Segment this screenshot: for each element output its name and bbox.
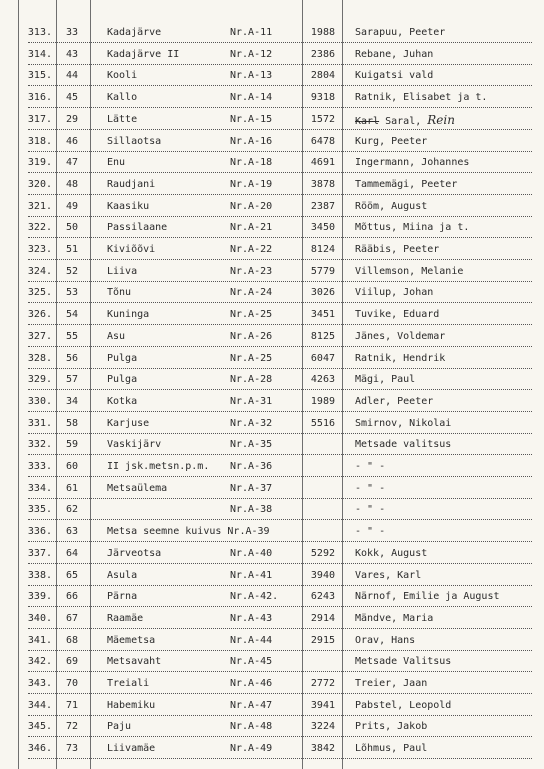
owner-name: Sarapuu, Peeter bbox=[355, 27, 446, 38]
register-number: Nr.A-21 bbox=[230, 222, 273, 234]
reference-number: 49 bbox=[65, 200, 79, 212]
entry-number: 331. bbox=[27, 417, 52, 429]
property-code: 1572 bbox=[310, 113, 335, 125]
entry-number: 324. bbox=[27, 265, 52, 277]
entry-number: 334. bbox=[27, 482, 52, 494]
ledger-row bbox=[0, 413, 544, 435]
ledger-row bbox=[0, 22, 544, 44]
ledger-row bbox=[0, 543, 544, 565]
farm-name: Passilaane bbox=[107, 222, 168, 234]
reference-number: 45 bbox=[65, 92, 79, 104]
reference-number: 62 bbox=[65, 504, 79, 516]
farm-name: Raudjani bbox=[107, 178, 156, 190]
property-code: 6243 bbox=[310, 591, 335, 603]
owner-name: Jänes, Voldemar bbox=[355, 330, 446, 342]
owner-name: Närnof, Emilie ja August bbox=[355, 591, 500, 603]
entry-number: 332. bbox=[27, 439, 52, 451]
register-number: Nr.A-45 bbox=[230, 656, 273, 668]
owner-name: - " - bbox=[355, 526, 386, 538]
reference-number: 58 bbox=[65, 417, 79, 429]
ledger-row bbox=[0, 87, 544, 109]
reference-number: 54 bbox=[65, 309, 79, 321]
property-code: 5292 bbox=[310, 547, 335, 559]
property-code: 3940 bbox=[310, 569, 335, 581]
farm-name: Asu bbox=[107, 330, 126, 342]
entry-number: 345. bbox=[27, 721, 52, 733]
entry-number: 316. bbox=[27, 92, 52, 104]
ledger-row bbox=[0, 174, 544, 196]
ledger-row bbox=[0, 131, 544, 153]
owner-surname: Saral, bbox=[385, 115, 422, 127]
reference-number: 65 bbox=[65, 569, 79, 581]
struck-owner-name: Karl bbox=[355, 115, 380, 127]
property-code: 3450 bbox=[310, 222, 335, 234]
reference-number: 61 bbox=[65, 482, 79, 494]
farm-name: Vaskijärv bbox=[107, 439, 162, 451]
entry-number: 335. bbox=[27, 504, 52, 516]
register-number: Nr.A-36 bbox=[230, 461, 273, 472]
owner-name: Pabstel, Leopold bbox=[355, 699, 452, 711]
register-number: Nr.A-38 bbox=[230, 504, 273, 516]
property-code: 3878 bbox=[310, 178, 335, 190]
reference-number: 53 bbox=[65, 287, 79, 299]
entry-number: 328. bbox=[27, 352, 52, 364]
ledger-row bbox=[0, 738, 544, 760]
entry-number: 329. bbox=[27, 374, 52, 386]
farm-name: Tõnu bbox=[107, 287, 132, 299]
reference-number: 60 bbox=[65, 461, 79, 472]
ledger-row bbox=[0, 586, 544, 608]
register-number: Nr.A-22 bbox=[230, 244, 273, 255]
entry-number: 315. bbox=[27, 70, 52, 82]
property-code: 3224 bbox=[310, 721, 335, 733]
register-number: Nr.A-42. bbox=[230, 591, 279, 603]
register-number: Nr.A-43 bbox=[230, 612, 273, 624]
register-number: Nr.A-25 bbox=[230, 352, 273, 364]
entry-number: 314. bbox=[27, 48, 52, 60]
reference-number: 48 bbox=[65, 178, 79, 190]
owner-name: Mägi, Paul bbox=[355, 374, 416, 386]
owner-name: - " - bbox=[355, 482, 386, 494]
farm-name: Enu bbox=[107, 157, 126, 169]
property-code: 2804 bbox=[310, 70, 335, 82]
entry-number: 319. bbox=[27, 157, 52, 169]
ledger-row bbox=[0, 109, 544, 131]
reference-number: 43 bbox=[65, 48, 79, 60]
farm-name: Paju bbox=[107, 721, 132, 733]
owner-name: Rebane, Juhan bbox=[355, 48, 434, 60]
ledger-row bbox=[0, 478, 544, 500]
reference-number: 50 bbox=[65, 222, 79, 234]
register-number: Nr.A-28 bbox=[230, 374, 273, 386]
ledger-row bbox=[0, 434, 544, 456]
reference-number: 57 bbox=[65, 374, 79, 386]
reference-number: 70 bbox=[65, 678, 79, 689]
reference-number: 55 bbox=[65, 330, 79, 342]
register-number: Nr.A-35 bbox=[230, 439, 273, 451]
owner-name: - " - bbox=[355, 461, 386, 472]
ledger-row bbox=[0, 565, 544, 587]
farm-name: Mäemetsa bbox=[107, 634, 156, 646]
register-number: Nr.A-20 bbox=[230, 200, 273, 212]
owner-name: Tammemägi, Peeter bbox=[355, 178, 458, 190]
ledger-row bbox=[0, 304, 544, 326]
register-number: Nr.A-24 bbox=[230, 287, 273, 299]
register-number: Nr.A-11 bbox=[230, 27, 273, 38]
register-number: Nr.A-31 bbox=[230, 395, 273, 407]
property-code: 3451 bbox=[310, 309, 335, 321]
property-code: 2772 bbox=[310, 678, 335, 689]
register-number: Nr.A-46 bbox=[230, 678, 273, 689]
owner-name: Treier, Jaan bbox=[355, 678, 428, 689]
farm-name: Asula bbox=[107, 569, 138, 581]
register-number: Nr.A-44 bbox=[230, 634, 273, 646]
entry-number: 341. bbox=[27, 634, 52, 646]
property-code: 2386 bbox=[310, 48, 335, 60]
entry-number: 344. bbox=[27, 699, 52, 711]
farm-name: Pärna bbox=[107, 591, 138, 603]
owner-name: - " - bbox=[355, 504, 386, 516]
row-underline bbox=[28, 758, 532, 759]
farm-name: Liivamäe bbox=[107, 743, 156, 755]
owner-name: Prits, Jakob bbox=[355, 721, 428, 733]
ledger-row bbox=[0, 673, 544, 695]
ledger-row bbox=[0, 499, 544, 521]
entry-number: 326. bbox=[27, 309, 52, 321]
farm-name: Kadajärve bbox=[107, 27, 162, 38]
farm-name: Liiva bbox=[107, 265, 138, 277]
owner-name: Rööm, August bbox=[355, 200, 428, 212]
owner-name: Smirnov, Nikolai bbox=[355, 417, 452, 429]
ledger-row bbox=[0, 348, 544, 370]
entry-number: 327. bbox=[27, 330, 52, 342]
register-number: Nr.A-49 bbox=[230, 743, 273, 755]
property-code: 1989 bbox=[310, 395, 335, 407]
ledger-row bbox=[0, 239, 544, 261]
entry-number: 339. bbox=[27, 591, 52, 603]
farm-name: Karjuse bbox=[107, 417, 150, 429]
register-number: Nr.A-23 bbox=[230, 265, 273, 277]
register-number: Nr.A-18 bbox=[230, 157, 273, 169]
owner-name: Metsade Valitsus bbox=[355, 656, 452, 668]
owner-name bbox=[355, 114, 455, 128]
property-code: 8125 bbox=[310, 330, 335, 342]
property-code: 8124 bbox=[310, 244, 335, 255]
property-code: 1988 bbox=[310, 27, 335, 38]
owner-name: Tuvike, Eduard bbox=[355, 309, 440, 321]
reference-number: 52 bbox=[65, 265, 79, 277]
reference-number: 67 bbox=[65, 612, 79, 624]
entry-number: 313. bbox=[27, 27, 52, 38]
farm-name: Lätte bbox=[107, 113, 138, 125]
register-number: Nr.A-13 bbox=[230, 70, 273, 82]
reference-number: 29 bbox=[65, 113, 79, 125]
reference-number: 44 bbox=[65, 70, 79, 82]
farm-name: II jsk.metsn.p.m. bbox=[107, 461, 210, 472]
farm-name: Kallo bbox=[107, 92, 138, 104]
farm-name: Sillaotsa bbox=[107, 135, 162, 147]
owner-name: Villemson, Melanie bbox=[355, 265, 464, 277]
farm-name: Raamäe bbox=[107, 612, 144, 624]
farm-name: Metsa seemne kuivus Nr.A-39 bbox=[107, 526, 270, 538]
owner-name: Kokk, August bbox=[355, 547, 428, 559]
farm-name: Kaasiku bbox=[107, 200, 150, 212]
ledger-row bbox=[0, 326, 544, 348]
property-code: 3026 bbox=[310, 287, 335, 299]
property-code: 6047 bbox=[310, 352, 335, 364]
ledger-row bbox=[0, 651, 544, 673]
property-code: 3941 bbox=[310, 699, 335, 711]
entry-number: 323. bbox=[27, 244, 52, 255]
entry-number: 322. bbox=[27, 222, 52, 234]
reference-number: 73 bbox=[65, 743, 79, 755]
register-number: Nr.A-48 bbox=[230, 721, 273, 733]
owner-name: Kurg, Peeter bbox=[355, 135, 428, 147]
reference-number: 64 bbox=[65, 547, 79, 559]
farm-name: Järveotsa bbox=[107, 547, 162, 559]
ledger-row bbox=[0, 391, 544, 413]
register-number: Nr.A-37 bbox=[230, 482, 273, 494]
ledger-row bbox=[0, 217, 544, 239]
property-code: 3842 bbox=[310, 743, 335, 755]
property-code: 4691 bbox=[310, 157, 335, 169]
entry-number: 340. bbox=[27, 612, 52, 624]
owner-name: Kuigatsi vald bbox=[355, 70, 434, 82]
ledger-row bbox=[0, 65, 544, 87]
farm-name: Kuninga bbox=[107, 309, 150, 321]
entry-number: 318. bbox=[27, 135, 52, 147]
owner-name: Orav, Hans bbox=[355, 634, 416, 646]
property-code: 5779 bbox=[310, 265, 335, 277]
ledger-row bbox=[0, 456, 544, 478]
owner-name: Adler, Peeter bbox=[355, 395, 434, 407]
property-code: 6478 bbox=[310, 135, 335, 147]
owner-name: Vares, Karl bbox=[355, 569, 422, 581]
ledger-row bbox=[0, 369, 544, 391]
entry-number: 333. bbox=[27, 461, 52, 472]
reference-number: 47 bbox=[65, 157, 79, 169]
farm-name: Kiviõõvi bbox=[107, 244, 156, 255]
register-number: Nr.A-12 bbox=[230, 48, 273, 60]
owner-name: Ratnik, Hendrik bbox=[355, 352, 446, 364]
ledger-row bbox=[0, 261, 544, 283]
register-number: Nr.A-15 bbox=[230, 113, 273, 125]
reference-number: 66 bbox=[65, 591, 79, 603]
reference-number: 59 bbox=[65, 439, 79, 451]
entry-number: 325. bbox=[27, 287, 52, 299]
property-code: 4263 bbox=[310, 374, 335, 386]
farm-name: Pulga bbox=[107, 352, 138, 364]
register-number: Nr.A-25 bbox=[230, 309, 273, 321]
entry-number: 346. bbox=[27, 743, 52, 755]
entry-number: 342. bbox=[27, 656, 52, 668]
property-code: 2387 bbox=[310, 200, 335, 212]
entry-number: 321. bbox=[27, 200, 52, 212]
owner-name: Ratnik, Elisabet ja t. bbox=[355, 92, 488, 104]
register-number: Nr.A-19 bbox=[230, 178, 273, 190]
farm-name: Pulga bbox=[107, 374, 138, 386]
reference-number: 33 bbox=[65, 27, 79, 38]
reference-number: 56 bbox=[65, 352, 79, 364]
property-code: 2914 bbox=[310, 612, 335, 624]
owner-name: Mõttus, Miina ja t. bbox=[355, 222, 470, 234]
ledger-row bbox=[0, 521, 544, 543]
farm-name: Metsavaht bbox=[107, 656, 162, 668]
owner-name: Viilup, Johan bbox=[355, 287, 434, 299]
ledger-row bbox=[0, 716, 544, 738]
reference-number: 71 bbox=[65, 699, 79, 711]
entry-number: 330. bbox=[27, 395, 52, 407]
farm-name: Kadajärve II bbox=[107, 48, 180, 60]
property-code: 2915 bbox=[310, 634, 335, 646]
ledger-row bbox=[0, 630, 544, 652]
ledger-row bbox=[0, 152, 544, 174]
farm-name: Kooli bbox=[107, 70, 138, 82]
ledger-row bbox=[0, 608, 544, 630]
register-number: Nr.A-16 bbox=[230, 135, 273, 147]
owner-name: Mändve, Maria bbox=[355, 612, 434, 624]
register-number: Nr.A-41 bbox=[230, 569, 273, 581]
owner-name: Ingermann, Johannes bbox=[355, 157, 470, 169]
property-code: 5516 bbox=[310, 417, 335, 429]
reference-number: 51 bbox=[65, 244, 79, 255]
farm-name: Kotka bbox=[107, 395, 138, 407]
reference-number: 46 bbox=[65, 135, 79, 147]
reference-number: 68 bbox=[65, 634, 79, 646]
entry-number: 338. bbox=[27, 569, 52, 581]
ledger-row bbox=[0, 44, 544, 66]
register-number: Nr.A-32 bbox=[230, 417, 273, 429]
farm-name: Treiali bbox=[107, 678, 150, 689]
reference-number: 72 bbox=[65, 721, 79, 733]
farm-name: Metsaülema bbox=[107, 482, 168, 494]
reference-number: 69 bbox=[65, 656, 79, 668]
ledger-row bbox=[0, 695, 544, 717]
entry-number: 343. bbox=[27, 678, 52, 689]
entry-number: 336. bbox=[27, 526, 52, 538]
owner-name: Metsade valitsus bbox=[355, 439, 452, 451]
register-number: Nr.A-47 bbox=[230, 699, 273, 711]
register-number: Nr.A-26 bbox=[230, 330, 273, 342]
owner-name: Lõhmus, Paul bbox=[355, 743, 428, 755]
register-number: Nr.A-40 bbox=[230, 547, 273, 559]
entry-number: 317. bbox=[27, 113, 52, 125]
ledger-row bbox=[0, 196, 544, 218]
register-number: Nr.A-14 bbox=[230, 92, 273, 104]
reference-number: 34 bbox=[65, 395, 79, 407]
property-code: 9318 bbox=[310, 92, 335, 104]
owner-name: Rääbis, Peeter bbox=[355, 244, 440, 255]
entry-number: 337. bbox=[27, 547, 52, 559]
handwritten-first-name: Rein bbox=[427, 112, 455, 127]
farm-name: Habemiku bbox=[107, 699, 156, 711]
ledger-row bbox=[0, 282, 544, 304]
reference-number: 63 bbox=[65, 526, 79, 538]
entry-number: 320. bbox=[27, 178, 52, 190]
